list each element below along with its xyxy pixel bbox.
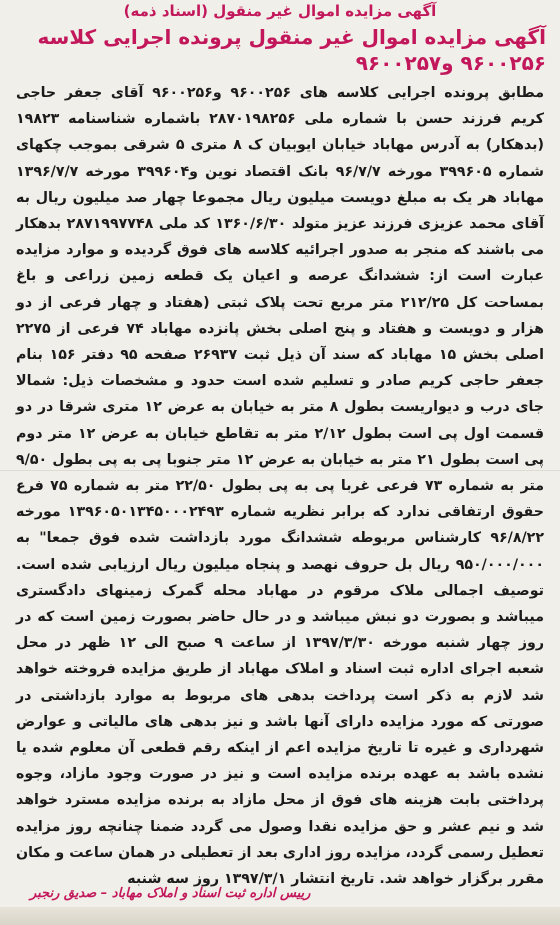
notice-headline: آگهی مزایده اموال غیر منقول پرونده اجرایی کلاسه ۹۶۰۰۲۵۶ و۹۶۰۰۲۵۷ — [37, 25, 546, 75]
banner-title: آگهی مزایده اموال غیر منقول (اسناد ذمه) — [123, 2, 437, 20]
signature-line: رییس اداره ثبت اسناد و املاک مهاباد – صدیق رنجبر — [30, 886, 311, 901]
bottom-strip — [0, 907, 560, 925]
notice-body: مطابق پرونده اجرایی کلاسه های ۹۶۰۰۲۵۶ و۹۶۰۰۲۵۶ آقای جعفر حاجی کریم فرزند حسن با شماره ملی ۲۸۷۰۱۹۸۲۵۶ باشماره شناسنامه ۱۹۸۲۳ (بدهکار) به آدرس مهاباد خیابان ایوبیان ک ۸ متری ۵ شرقی بموجب چکهای شماره ۳۹۹۶۰۵ مورخه ۹۶/۷/۷ بانک اقتصاد نوین و۳۹۹۶۰۴ مورخه ۱۳۹۶/۷/۷ مهاباد هر یک به مبلغ دویست میلیون ریال مجموعا چهار صد میلیون ریال به آقای محمد عزیزی فرزند عزیز متولد ۱۳۶۰/۶/۳۰ کد ملی ۲۸۷۱۹۹۷۷۴۸ بدهکار می باشند که منجر به صدور اجرائیه کلاسه های فوق گردیده و موارد مزایده عبارت است از: ششدانگ عرصه و اعیان یک قطعه زمین زراعی و باغ بمساحت کل ۲۱۲/۲۵ متر مربع تحت پلاک ثبتی (هفتاد و چهار فرعی از دو هزار و دویست و هفتاد و پنج اصلی بخش پانزده مهاباد ۷۴ فرعی از ۲۲۷۵ اصلی بخش ۱۵ مهاباد که سند آن ذیل ثبت ۲۶۹۳۷ صفحه ۹۵ دفتر ۱۵۶ بنام جعفر حاجی کریم صادر و تسلیم شده است حدود و مشخصات ذیل: شمالا جای درب و دیواریست بطول ۸ متر به خیابان به عرض ۱۲ متری شرقا در دو قسمت اول پی است بطول ۲/۱۲ متر به تقاطع خیابان به عرض ۱۲ متر دوم پی است بطول ۲۱ متر به خیابان به عرض ۱۲ متر جنوبا پی به پی بطول ۹/۵۰ متر به شماره ۷۳ فرعی غربا پی به پی بطول ۲۲/۵۰ متر به شماره ۷۵ فرع حقوق ارتفاقی ندارد که برابر نظریه شماره ۱۳۹۶۰۵۰۱۳۴۵۰۰۰۲۴۹۳ مورخه ۹۶/۸/۲۲ کارشناس مربوطه ششدانگ مورد بازداشت شده فوق جمعا" به ۹۵۰/۰۰۰/۰۰۰ ریال بل حروف نهصد و پنجاه میلیون ریال ارزیابی شده است. توصیف اجمالی ملاک مرقوم در مهاباد محله گمرک زمینهای دادگستری میباشد و بصورت دو نبش میباشد و در حال حاضر بصورت زمین است که در روز چهار شنبه مورخه ۱۳۹۷/۳/۳۰ از ساعت ۹ صبح الی ۱۲ ظهر در محل شعبه اجرای اداره ثبت اسناد و املاک مهاباد از طریق مزایده فروخته خواهد شد لازم به ذکر است پرداخت بدهی های مربوط به موارد بازداشتی در صورتی که مورد مزایده دارای آنها باشد و نیز بدهی های مالیاتی و عوارض شهرداری و غیره تا تاریخ مزایده اعم از اینکه رقم قطعی آن معلوم شده یا نشده باشد به عهده برنده مزایده است و نیز در صورت وجود مازاد، وجوه پرداختی بابت هزینه های فوق از محل مازاد به برنده مزایده مسترد خواهد شد و نیم عشر و حق مزایده نقدا وصول می گردد ضمنا چنانچه روز مزایده تعطیل رسمی گردد، مزایده روز اداری بعد از تعطیلی در همان ساعت و مکان مقرر برگزار خواهد شد. تاریخ انتشار ۱۳۹۷/۳/۱ روز سه شنبه — [16, 85, 545, 888]
